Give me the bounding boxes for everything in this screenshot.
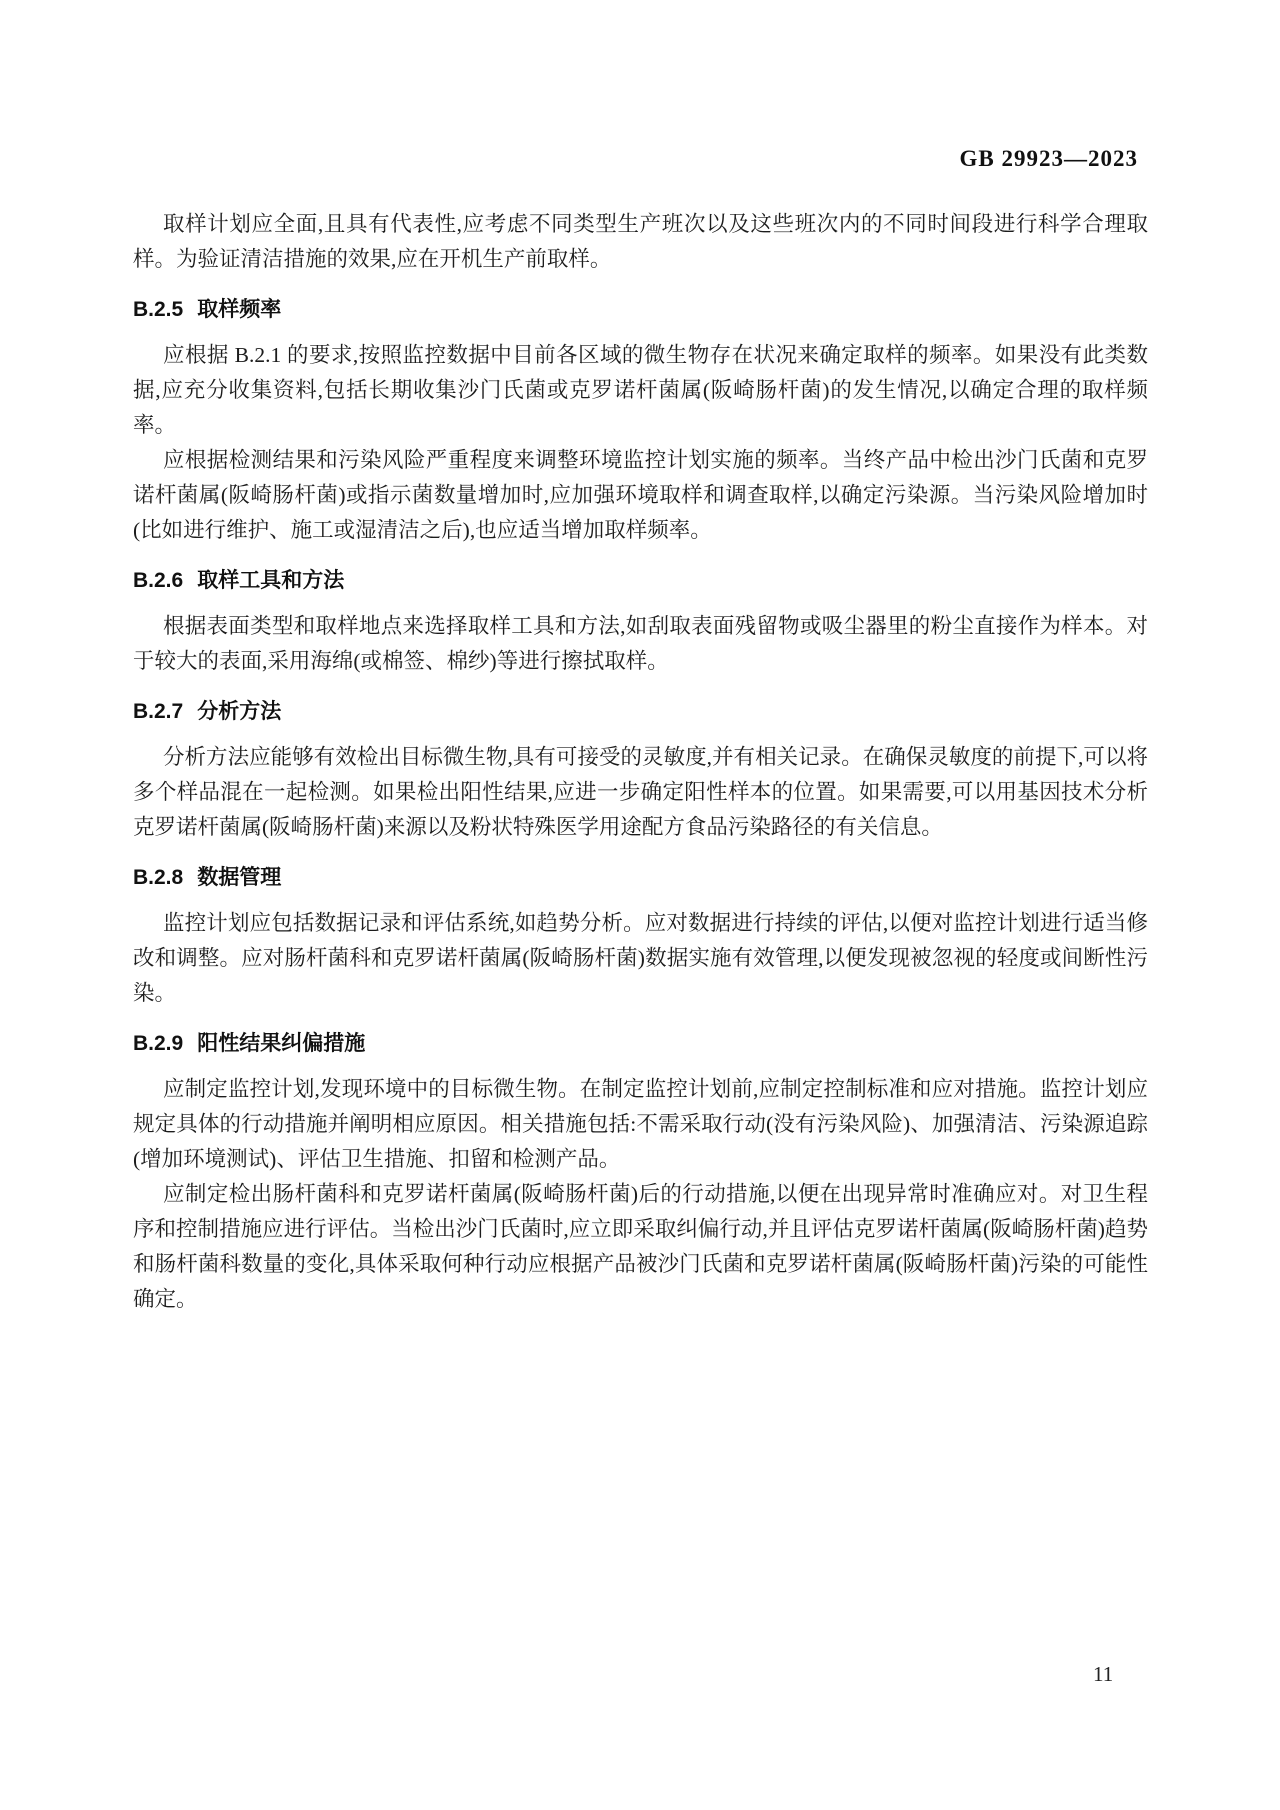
section-b-2-7 bbox=[133, 699, 1148, 845]
section-b-2-6 bbox=[133, 568, 1148, 679]
paragraph: 根据表面类型和取样地点来选择取样工具和方法,如刮取表面残留物或吸尘器里的粉尘直接作为样本。对于较大的表面,采用海绵(或棉签、棉纱)等进行擦拭取样。 bbox=[133, 614, 1148, 673]
section-title: 取样频率 bbox=[197, 298, 282, 321]
page-number: 11 bbox=[1093, 1662, 1114, 1686]
section-heading bbox=[133, 699, 1148, 725]
section-title: 分析方法 bbox=[197, 700, 282, 723]
section-heading bbox=[133, 297, 1148, 323]
section-number: B.2.5 bbox=[133, 298, 184, 321]
document-body bbox=[133, 207, 1148, 1317]
paragraph: 应根据检测结果和污染风险严重程度来调整环境监控计划实施的频率。当终产品中检出沙门氏菌和克罗诺杆菌属(阪崎肠杆菌)或指示菌数量增加时,应加强环境取样和调查取样,以确定污染源。当污染风险增加时(比如进行维护、施工或湿清洁之后),也应适当增加取样频率。 bbox=[133, 448, 1148, 542]
section-b-2-8 bbox=[133, 865, 1148, 1011]
section-heading bbox=[133, 865, 1148, 891]
section-title: 阳性结果纠偏措施 bbox=[197, 1032, 366, 1055]
paragraph: 监控计划应包括数据记录和评估系统,如趋势分析。应对数据进行持续的评估,以便对监控计划进行适当修改和调整。应对肠杆菌科和克罗诺杆菌属(阪崎肠杆菌)数据实施有效管理,以便发现被忽视的轻度或间断性污染。 bbox=[133, 911, 1148, 1005]
section-heading bbox=[133, 1031, 1148, 1057]
paragraph: 应根据 B.2.1 的要求,按照监控数据中目前各区域的微生物存在状况来确定取样的频率。如果没有此类数据,应充分收集资料,包括长期收集沙门氏菌或克罗诺杆菌属(阪崎肠杆菌)的发生情况,以确定合理的取样频率。 bbox=[133, 343, 1148, 437]
section-number: B.2.7 bbox=[133, 700, 184, 723]
section-b-2-9 bbox=[133, 1031, 1148, 1317]
paragraph-intro: 取样计划应全面,且具有代表性,应考虑不同类型生产班次以及这些班次内的不同时间段进行科学合理取样。为验证清洁措施的效果,应在开机生产前取样。 bbox=[133, 212, 1148, 271]
section-b-2-5 bbox=[133, 297, 1148, 548]
section-number: B.2.6 bbox=[133, 569, 184, 592]
section-number: B.2.8 bbox=[133, 866, 184, 889]
standard-number-header: GB 29923—2023 bbox=[959, 146, 1138, 171]
section-title: 取样工具和方法 bbox=[197, 569, 345, 592]
paragraph: 应制定检出肠杆菌科和克罗诺杆菌属(阪崎肠杆菌)后的行动措施,以便在出现异常时准确应对。对卫生程序和控制措施应进行评估。当检出沙门氏菌时,应立即采取纠偏行动,并且评估克罗诺杆菌属(阪崎肠杆菌)趋势和肠杆菌科数量的变化,具体采取何种行动应根据产品被沙门氏菌和克罗诺杆菌属(阪崎肠杆菌)污染的可能性确定。 bbox=[133, 1182, 1148, 1311]
section-title: 数据管理 bbox=[197, 866, 282, 889]
section-heading bbox=[133, 568, 1148, 594]
section-number: B.2.9 bbox=[133, 1032, 184, 1055]
paragraph: 应制定监控计划,发现环境中的目标微生物。在制定监控计划前,应制定控制标准和应对措施。监控计划应规定具体的行动措施并阐明相应原因。相关措施包括:不需采取行动(没有污染风险)、加强清洁、污染源追踪(增加环境测试)、评估卫生措施、扣留和检测产品。 bbox=[133, 1077, 1148, 1171]
paragraph: 分析方法应能够有效检出目标微生物,具有可接受的灵敏度,并有相关记录。在确保灵敏度的前提下,可以将多个样品混在一起检测。如果检出阳性结果,应进一步确定阳性样本的位置。如果需要,可以用基因技术分析克罗诺杆菌属(阪崎肠杆菌)来源以及粉状特殊医学用途配方食品污染路径的有关信息。 bbox=[133, 745, 1148, 839]
